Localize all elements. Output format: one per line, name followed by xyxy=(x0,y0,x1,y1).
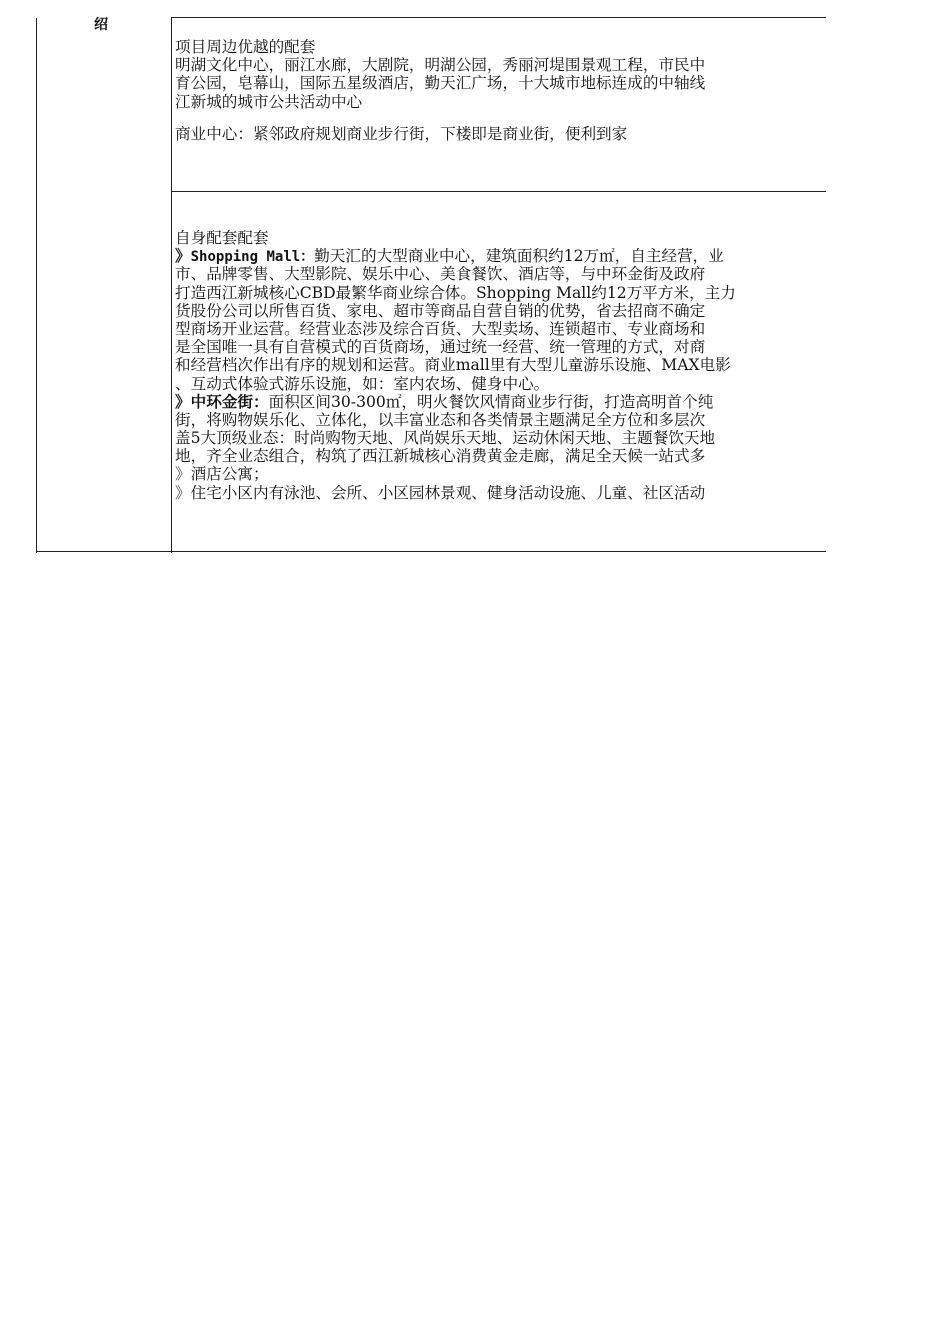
spacer xyxy=(175,111,825,125)
mall-name: Shopping Mall： xyxy=(190,249,315,266)
street-line-2: 街，将购物娱乐化、立体化，以丰富业态和各类情景主题满足全方位和多层次 xyxy=(175,410,706,429)
mall-line-7: 和经营档次作出有序的规划和运营。商业mall里有大型儿童游乐设施、MAX电影 xyxy=(175,356,731,375)
surrounding-facilities-block xyxy=(175,38,825,143)
mall-bullet: 》 xyxy=(175,246,191,266)
mall-line-1-text: 勤天汇的大型商业中心，建筑面积约12万㎡，自主经营，业 xyxy=(314,247,724,266)
street-line-1 xyxy=(175,393,825,411)
surrounding-line-2: 育公园，皂幕山，国际五星级酒店，勤天汇广场，十大城市地标连成的中轴线 xyxy=(175,74,706,93)
street-line-4: 地，齐全业态组合，构筑了西江新城核心消费黄金走廊，满足全天候一站式多 xyxy=(175,447,706,466)
mall-line-5: 型商场开业运营。经营业态涉及综合百货、大型卖场、连锁超市、专业商场和 xyxy=(175,319,706,338)
street-bullet: 》 xyxy=(175,391,191,411)
mall-line-3: 打造西江新城核心CBD最繁华商业综合体。Shopping Mall约12万平方米，主力 xyxy=(175,283,736,302)
surrounding-line-1: 明湖文化中心，丽江水廊，大剧院，明湖公园，秀丽河堤围景观工程，市民中 xyxy=(175,56,706,75)
residential-line: 》住宅小区内有泳池、会所、小区园林景观、健身活动设施、儿童、社区活动 xyxy=(175,483,706,502)
content-cell xyxy=(172,18,825,552)
street-line-1-text: 面积区间30-300㎡，明火餐饮风情商业步行街，打造高明首个纯 xyxy=(268,392,714,411)
street-line-3: 盖5大顶级业态：时尚购物天地、风尚娱乐天地、运动休闲天地、主题餐饮天地 xyxy=(175,429,716,448)
surrounding-line-3: 江新城的城市公共活动中心 xyxy=(175,92,363,111)
mall-line-2: 市、品牌零售、大型影院、娱乐中心、美食餐饮、酒店等，与中环金街及政府 xyxy=(175,265,706,284)
row-label: 绍 xyxy=(94,17,108,33)
mall-line-4: 货股份公司以所售百货、家电、超市等商品自营自销的优势，省去招商不确定 xyxy=(175,301,706,320)
left-border xyxy=(36,18,37,553)
label-cell xyxy=(38,18,171,552)
street-name: 中环金街： xyxy=(190,391,269,411)
surrounding-heading: 项目周边优越的配套 xyxy=(175,38,316,56)
own-facilities-heading: 自身配套配套 xyxy=(175,229,269,247)
mall-line-1 xyxy=(175,247,825,265)
hotel-line: 》酒店公寓； xyxy=(175,465,269,484)
commercial-center-line: 商业中心：紧邻政府规划商业步行街，下楼即是商业街，便利到家 xyxy=(175,124,628,143)
mall-line-8: 、互动式体验式游乐设施，如：室内农场、健身中心。 xyxy=(175,374,550,393)
own-facilities-block xyxy=(175,229,825,502)
mall-line-6: 是全国唯一具有自营模式的百货商场，通过统一经营、统一管理的方式，对商 xyxy=(175,338,706,357)
